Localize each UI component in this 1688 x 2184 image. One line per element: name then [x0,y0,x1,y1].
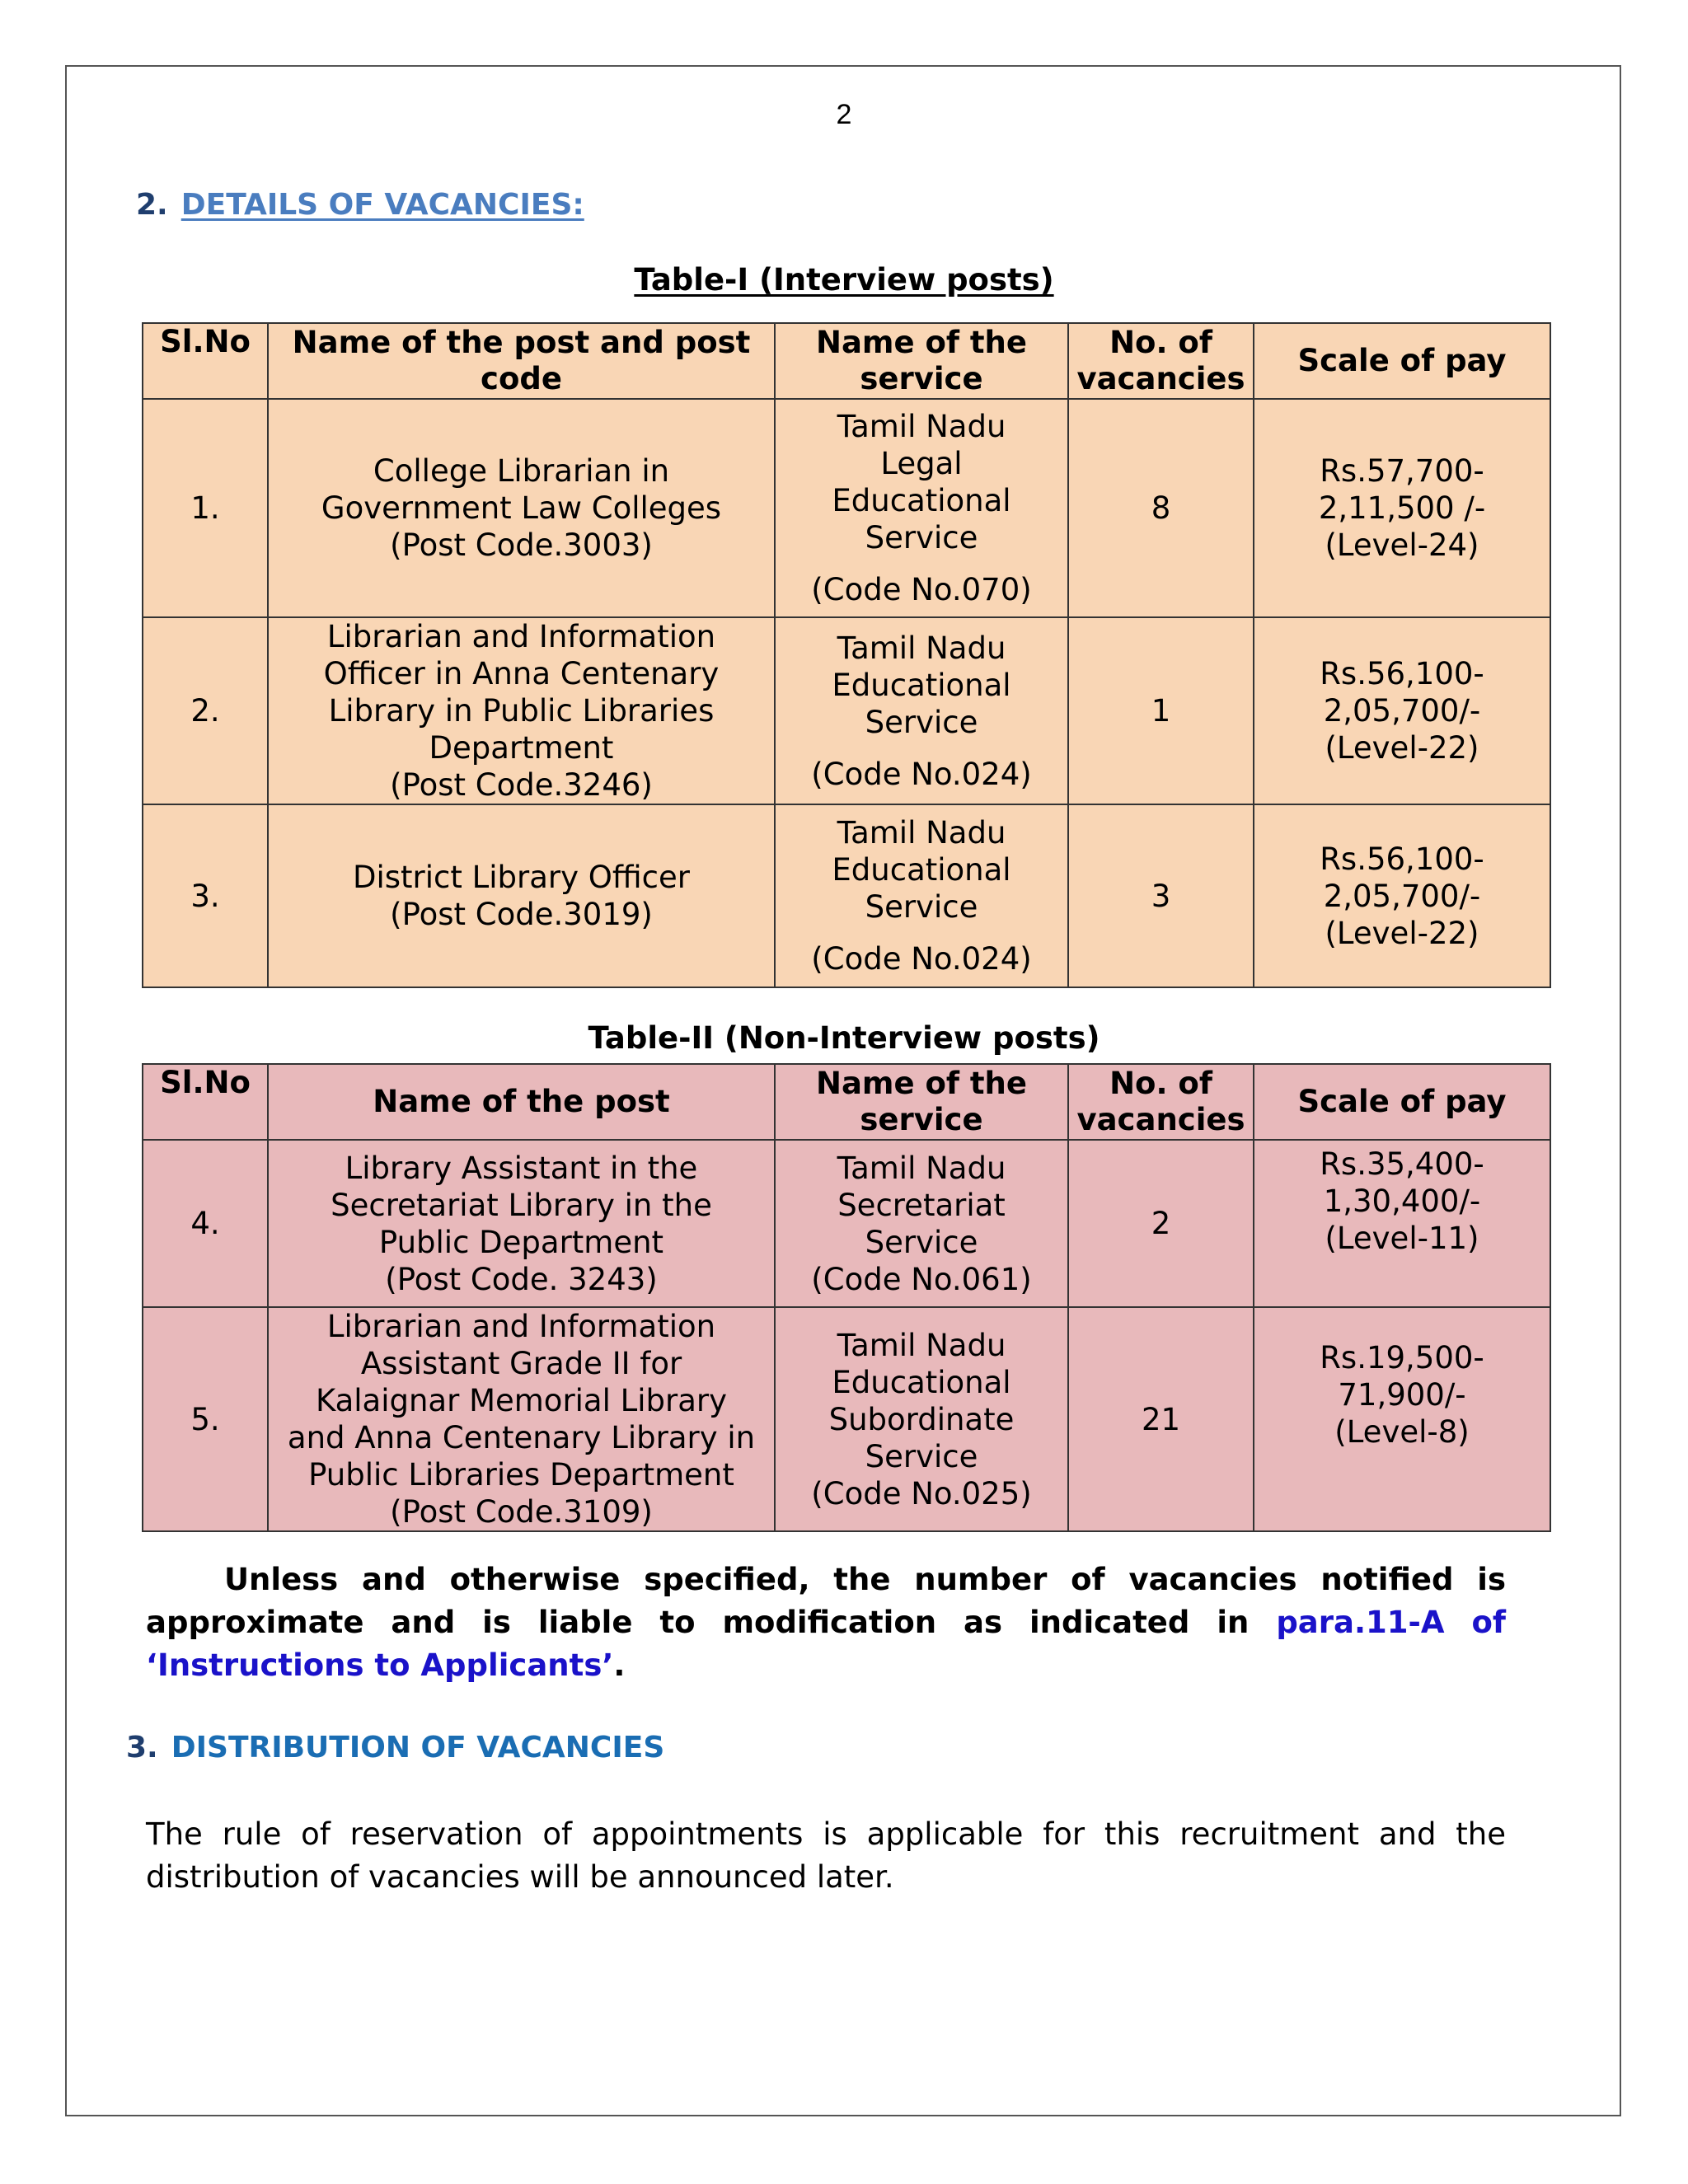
service-line: Educational [832,667,1011,703]
post-line: District Library Officer [352,860,690,895]
service-code: (Code No.024) [811,756,1032,792]
service-line: Service [865,704,978,740]
row-service [775,1307,1068,1531]
table-row [143,1140,1550,1307]
row-sl-no: 2. [143,617,268,804]
pay-line: 2,05,700/- [1323,693,1481,729]
row-sl-no: 5. [143,1307,268,1531]
post-line: Secretariat Library in the [331,1187,712,1223]
pay-line: Rs.35,400- [1320,1146,1484,1182]
post-line: Librarian and Information [326,1309,716,1344]
pay-line: Rs.57,700- [1320,453,1484,489]
pay-line: Rs.19,500- [1320,1340,1484,1376]
row-vacancies: 1 [1068,617,1254,804]
post-line: Government Law Colleges [321,490,722,526]
table-row [143,399,1550,617]
instructions-link[interactable]: para.11-A of ‘Instructions to Applicants’ [146,1605,1506,1683]
row-pay [1254,1140,1550,1307]
row-vacancies: 3 [1068,804,1254,987]
table-interview-posts [142,322,1551,988]
post-line: (Post Code.3003) [390,527,653,563]
service-line: Tamil Nadu [837,1150,1006,1186]
section-3-body: The rule of reservation of appointments is applicable for this recruitment and the distribution of vacancies will be announced later. [146,1816,1506,1895]
row-post [268,617,775,804]
row-service [775,804,1068,987]
service-line: Secretariat [837,1187,1006,1223]
pay-line: Rs.56,100- [1320,841,1484,877]
pay-line: (Level-24) [1325,527,1479,563]
row-sl-no: 1. [143,399,268,617]
row-service [775,617,1068,804]
row-vacancies: 21 [1068,1307,1254,1531]
post-line: Public Department [378,1224,664,1260]
service-line: Educational [832,852,1011,888]
note-end: . [613,1647,626,1683]
service-code: (Code No.070) [811,572,1032,607]
row-service [775,399,1068,617]
row-vacancies: 2 [1068,1140,1254,1307]
service-line: Service [865,520,978,555]
table-1-caption: Table-I (Interview posts) [634,262,1054,298]
service-line: Service [865,1224,978,1260]
section-3-number: 3. [126,1731,158,1765]
row-post [268,1140,775,1307]
row-pay [1254,804,1550,987]
row-pay [1254,1307,1550,1531]
post-line: Librarian and Information [326,619,716,654]
header-post: Name of the post [268,1064,775,1140]
service-line: Tamil Nadu [837,409,1006,444]
header-sl-no: Sl.No [143,1064,268,1140]
post-line: Department [429,730,614,766]
post-line: (Post Code.3019) [390,897,653,932]
service-line: (Code No.061) [811,1261,1032,1297]
service-line: Legal [880,446,963,481]
pay-line: Rs.56,100- [1320,656,1484,691]
row-post [268,804,775,987]
table-row [143,1307,1550,1531]
service-line: Tamil Nadu [837,815,1006,851]
header-pay: Scale of pay [1254,1064,1550,1140]
post-line: Officer in Anna Centenary [323,656,720,691]
service-line: Tamil Nadu [837,630,1006,666]
header-vacancies: No. of vacancies [1068,1064,1254,1140]
row-sl-no: 4. [143,1140,268,1307]
pay-line: (Level-8) [1334,1414,1470,1450]
service-line: Educational [832,1364,1011,1400]
header-service: Name of the service [775,323,1068,399]
post-line: and Anna Centenary Library in [287,1420,756,1455]
pay-line: 71,900/- [1338,1377,1466,1413]
post-line: (Post Code.3109) [390,1494,653,1530]
header-vacancies: No. of vacancies [1068,323,1254,399]
pay-line: 2,05,700/- [1323,878,1481,914]
row-service [775,1140,1068,1307]
pay-line: 2,11,500 /- [1318,490,1486,526]
pay-line: (Level-11) [1325,1221,1479,1256]
row-vacancies: 8 [1068,399,1254,617]
pay-line: (Level-22) [1325,915,1479,951]
header-service: Name of the service [775,1064,1068,1140]
row-post [268,399,775,617]
pay-line: 1,30,400/- [1323,1183,1481,1219]
section-2-heading [136,188,584,222]
post-line: (Post Code. 3243) [385,1261,658,1297]
section-3-title: DISTRIBUTION OF VACANCIES [171,1731,665,1765]
row-pay [1254,617,1550,804]
service-line: Tamil Nadu [837,1327,1006,1363]
post-line: (Post Code.3246) [390,767,653,803]
service-line: Service [865,1438,978,1474]
section-2-number: 2. [136,188,168,222]
row-pay [1254,399,1550,617]
page-number: 2 [836,99,852,130]
post-line: Public Libraries Department [308,1457,734,1493]
section-2-title: DETAILS OF VACANCIES: [181,188,584,222]
table-row [143,804,1550,987]
header-sl-no: Sl.No [143,323,268,399]
vacancy-note [146,1558,1506,1687]
service-line: Service [865,889,978,925]
post-line: Kalaignar Memorial Library [315,1383,728,1418]
service-line: Educational [832,483,1011,518]
service-line: (Code No.025) [811,1475,1032,1511]
table-2-caption: Table-II (Non-Interview posts) [588,1020,1100,1056]
section-3-heading [126,1731,664,1765]
table-header-row [143,1064,1550,1140]
table-header-row [143,323,1550,399]
service-line: Subordinate [828,1401,1015,1437]
pay-line: (Level-22) [1325,730,1479,766]
post-line: Library in Public Libraries [328,693,715,729]
row-post [268,1307,775,1531]
post-line: College Librarian in [373,453,670,489]
row-sl-no: 3. [143,804,268,987]
table-non-interview-posts [142,1063,1551,1532]
header-post: Name of the post and post code [268,323,775,399]
table-row [143,617,1550,804]
service-code: (Code No.024) [811,941,1032,977]
post-line: Assistant Grade II for [360,1346,682,1381]
post-line: Library Assistant in the [345,1150,698,1186]
header-pay: Scale of pay [1254,323,1550,399]
note-text: Unless and otherwise specified, the number of vacancies notified is approximate and is liable to modification as indicated in [146,1562,1506,1640]
